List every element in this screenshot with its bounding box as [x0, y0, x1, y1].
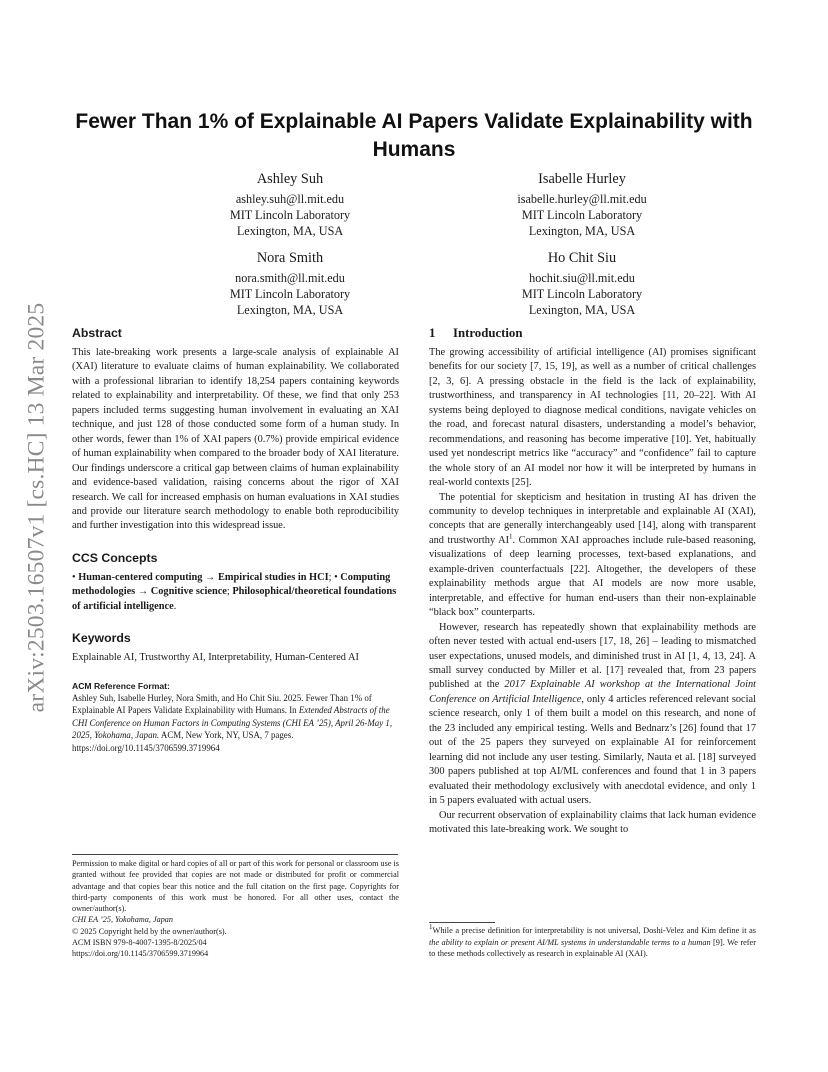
intro-paragraph: Our recurrent observation of explainability claims that lack human evidence motivated this late-breaking work. We sought to	[429, 809, 756, 835]
author-email[interactable]: hochit.siu@ll.mit.edu	[529, 271, 635, 285]
author-block	[452, 170, 712, 240]
arxiv-identifier	[22, 285, 52, 730]
footnote-divider	[429, 922, 495, 923]
footnote-marker[interactable]: 1	[509, 532, 513, 541]
author-location: Lexington, MA, USA	[236, 224, 344, 239]
abstract-text: This late-breaking work presents a large-scale analysis of explainable AI (XAI) literature to evaluate claims of human explainability. We collaborated with a professional librarian to identify 18,254 papers containing keywords related to explainability and interpretability. Of these, we find that only 253 papers included terms suggesting human involvement in evaluating an XAI technique, and just 128 of those conducted some form of a human study. In other words, fewer than 1% of XAI papers (0.7%) provide empirical evidence of human explainability when compared to the broader body of XAI literature. Our findings underscore a critical gap between claims of human explainability and evidence-based validation, raising concerns about the rigor of XAI research. We call for increased emphasis on human evaluations in XAI studies and provide our literature search methodology to enable both reproducibility and further investigation into this widespread issue.	[72, 347, 399, 532]
introduction-heading	[429, 325, 756, 342]
author-block	[452, 249, 712, 319]
author-affiliation: MIT Lincoln Laboratory	[229, 287, 351, 302]
author-location: Lexington, MA, USA	[236, 303, 344, 318]
author-name: Nora Smith	[256, 250, 324, 266]
keywords-heading: Keywords	[72, 631, 131, 646]
author-location: Lexington, MA, USA	[528, 224, 636, 239]
abstract-heading: Abstract	[72, 326, 122, 340]
intro-paragraph: The growing accessibility of artificial intelligence (AI) promises significant benefits for our society [7, 15, 19], as well as a number of critical challenges [2, 3, 6]. A pressing obstacle in the field is the lack of explainability, trustworthiness, and transparency in AI technologies [11, 20–22]. With AI systems being deployed to diagnose medical conditions, navigate vehicles on the road, and forecast natural disasters, understanding a model’s behavior, recommendations, and reasoning has become imperative [10]. Yet, habitually used yet nondescript metrics like “accuracy” and “confidence” fail to capture the whole story of an AI model nor how it will be interpreted by humans in real-world contexts [25].	[429, 347, 756, 489]
isbn-line: ACM ISBN 979-8-4007-1395-8/2025/04	[72, 938, 207, 948]
permission-text: Permission to make digital or hard copies of all or part of this work for personal or classroom use is granted without fee provided that copies are not made or distributed for profit or commercial advantage and that copies bear this notice and the full citation on the first page. Copyrights for third-party components of this work must be honored. For all other uses, contact the owner/author(s).	[72, 859, 399, 914]
footer-divider	[72, 854, 398, 855]
author-affiliation: MIT Lincoln Laboratory	[229, 208, 351, 223]
ccs-concepts: • Human-centered computing → Empirical studies in HCI; • Computing methodologies → Cognitive science; Philosophical/theoretical foundations of artificial intelligence.	[72, 571, 397, 612]
acm-reference-heading: ACM Reference Format:	[72, 680, 170, 691]
author-name: Ashley Suh	[256, 171, 324, 187]
author-name: Ho Chit Siu	[547, 250, 617, 266]
author-email[interactable]: isabelle.hurley@ll.mit.edu	[517, 192, 647, 206]
ccs-heading: CCS Concepts	[72, 550, 158, 565]
keywords-text: Explainable AI, Trustworthy AI, Interpretability, Human-Centered AI	[72, 652, 359, 664]
acm-reference-text: Ashley Suh, Isabelle Hurley, Nora Smith, and Ho Chit Siu. 2025. Fewer Than 1% of Explainable AI Papers Validate Explainability with Humans. In Extended Abstracts of the CHI Conference on Human Factors in Computing Systems (CHI EA ’25), April 26-May 1, 2025, Yokohama, Japan. ACM, New York, NY, USA, 7 pages. https://doi.org/10.1145/3706599.3719964	[72, 692, 393, 754]
doi-link[interactable]: https://doi.org/10.1145/3706599.3719964	[72, 949, 209, 959]
author-affiliation: MIT Lincoln Laboratory	[521, 287, 643, 302]
copyright-line: © 2025 Copyright held by the owner/author(s).	[72, 926, 227, 936]
author-block	[160, 249, 420, 319]
footnote: $^1$While a precise definition for interpretability is not universal, Doshi-Velez and Kim define it as the ability to explain or present AI/ML systems in understandable terms to a human [9]. We refer to these methods collectively as research in explainable AI (XAI).	[429, 923, 756, 959]
paper-title: Fewer Than 1% of Explainable AI Papers Validate Explainability with Humans	[75, 110, 753, 161]
footnote-number: 1	[429, 923, 433, 932]
intro-paragraph: However, research has repeatedly shown that explainability methods are often never tested with actual end-users [17, 18, 26] – leading to mismatched user expectations, unused models, and diminished trust in AI [1, 4, 13, 24]. A small survey conducted by Miller et al. [17] revealed that, from 23 papers published at the 2017 Explainable AI workshop at the International Joint Conference on Artificial Intelligence, only 4 articles referenced relevant social science research, only 1 of them built a model on this research, and none of the 23 included any empirical testing. Wells and Bednarz’s [26] found that 17 out of the 25 papers they surveyed on explainable AI for reinforcement learning did not include any user testing. Similarly, Nauta et al. [18] surveyed 300 papers published at top AI/ML conferences and found that 1 in 3 papers evaluated their methodology exclusively with anecdotal evidence, and only 1 in 5 papers evaluated with actual users.	[429, 621, 756, 807]
author-block	[160, 170, 420, 240]
right-column	[429, 325, 756, 837]
section-title: Introduction	[453, 326, 523, 340]
permission-notice	[72, 858, 399, 960]
author-email[interactable]: ashley.suh@ll.mit.edu	[235, 192, 345, 206]
intro-paragraph: The potential for skepticism and hesitation in trusting AI has driven the community to develop techniques in interpretable and explainable AI (XAI), concepts that are generally interchangeably used [14], along with transparent and trustworthy $AI^1$. Common XAI approaches include rule-based reasoning, visualizations of deep learning processes, text-based explanations, and example-driven counterfactuals [22]. Altogether, the developers of these explainability methods argue that AI models are now more usable, interpretable, and effective for human end-users than their non-explainable “black box” counterparts.	[429, 491, 756, 619]
left-column	[72, 325, 399, 755]
author-email[interactable]: nora.smith@ll.mit.edu	[235, 271, 345, 285]
author-affiliation: MIT Lincoln Laboratory	[521, 208, 643, 223]
arxiv-identifier-text: arXiv:2503.16507v1 [cs.HC] 13 Mar 2025	[23, 302, 50, 713]
section-number: 1	[429, 326, 436, 340]
author-name: Isabelle Hurley	[538, 171, 626, 187]
permission-venue: CHI EA ’25, Yokohama, Japan	[72, 915, 173, 925]
author-location: Lexington, MA, USA	[528, 303, 636, 318]
